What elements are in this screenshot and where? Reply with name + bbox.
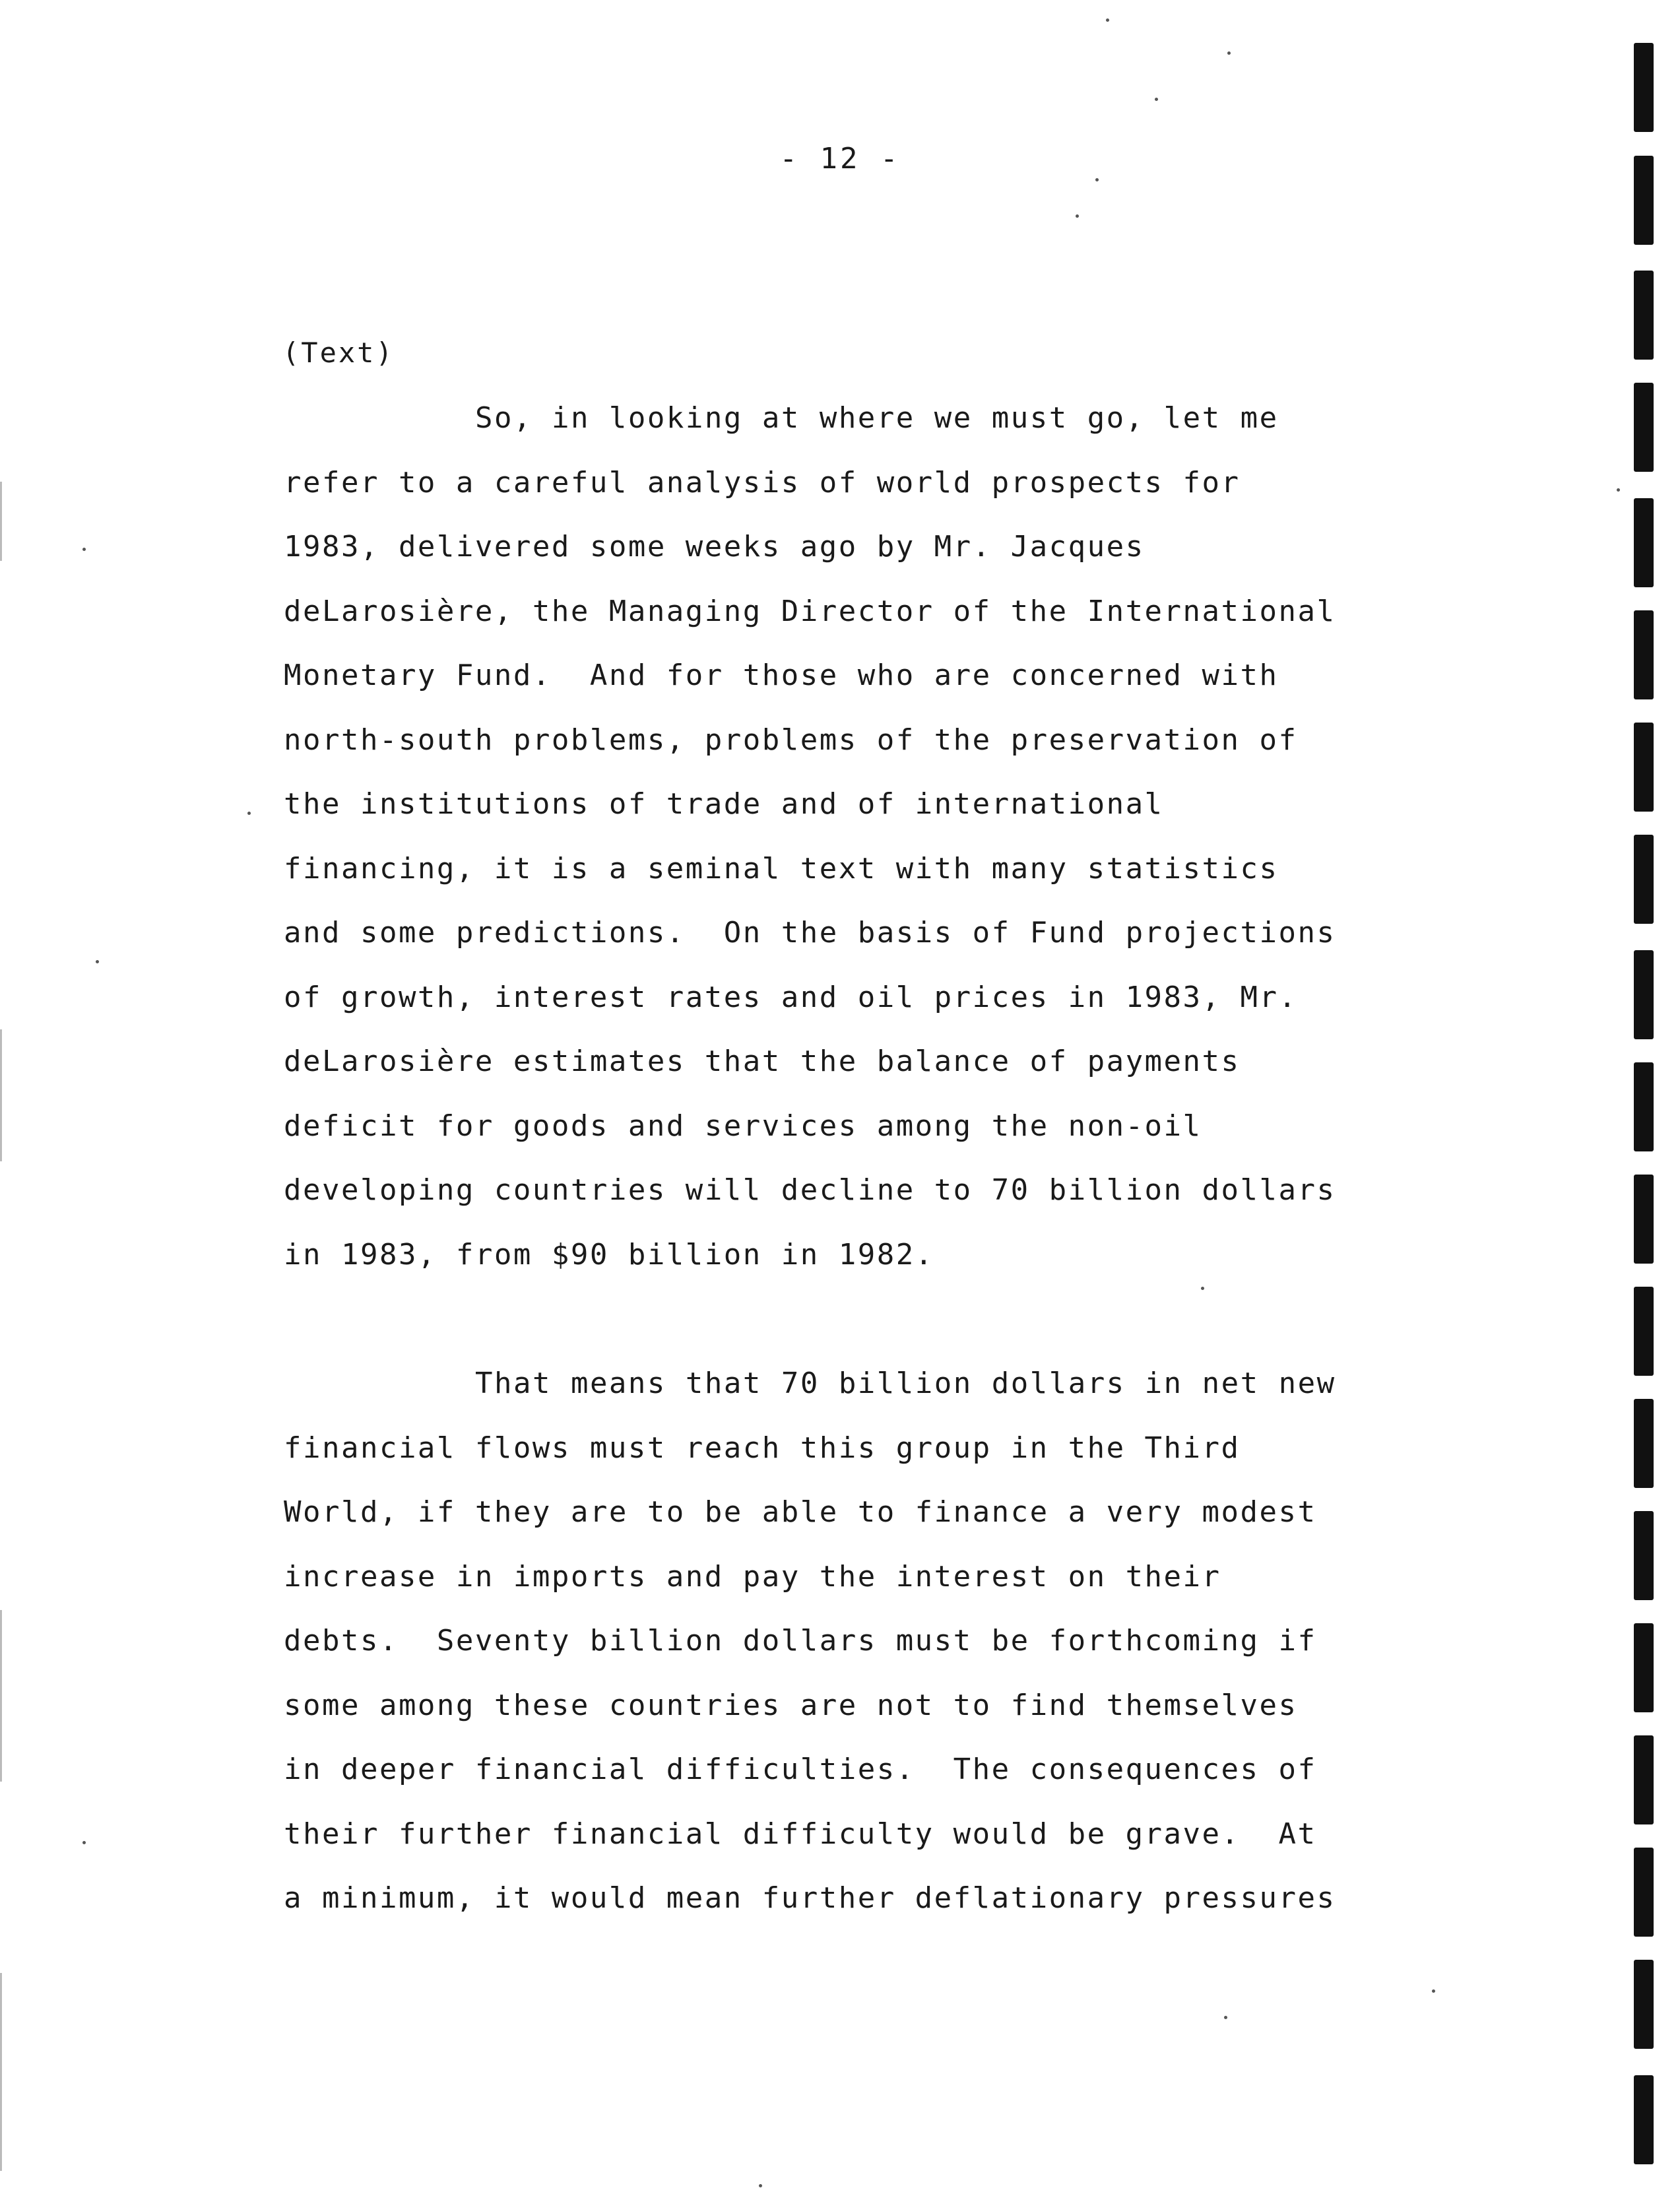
scan-edge-line [0, 1029, 2, 1161]
scan-edge-line [0, 1610, 2, 1782]
binding-mark [1634, 1511, 1654, 1600]
binding-mark [1634, 610, 1654, 699]
text-line: north-south problems, problems of the preservation of [284, 723, 1298, 757]
text-line: debts. Seventy billion dollars must be forthcoming if [284, 1624, 1317, 1658]
scan-speck [1076, 214, 1079, 218]
text-line: financial flows must reach this group in the Third [284, 1431, 1241, 1465]
paragraph [284, 386, 1366, 1287]
paragraph [284, 1351, 1366, 1931]
scan-edge-line [0, 482, 2, 561]
binding-mark [1634, 950, 1654, 1039]
binding-mark [1634, 2075, 1654, 2164]
text-line: deLarosière estimates that the balance of payments [284, 1045, 1241, 1078]
text-line: financing, it is a seminal text with many statistics [284, 851, 1279, 886]
text-line: some among these countries are not to find themselves [284, 1688, 1298, 1722]
binding-mark [1634, 1062, 1654, 1151]
text-line: So, in looking at where we must go, let me [475, 401, 1279, 435]
scan-speck [1155, 98, 1158, 101]
text-line: developing countries will decline to 70 billion dollars [284, 1173, 1336, 1207]
scan-speck [247, 812, 251, 815]
page-number: - 12 - [779, 142, 901, 176]
text-line: That means that 70 billion dollars in net new [475, 1367, 1336, 1400]
binding-mark [1634, 1287, 1654, 1376]
scan-speck [1201, 1287, 1204, 1290]
scan-speck [1617, 488, 1620, 492]
text-line: increase in imports and pay the interest on their [284, 1559, 1221, 1594]
text-line: 1983, delivered some weeks ago by Mr. Jacques [284, 530, 1145, 564]
binding-mark [1634, 1399, 1654, 1488]
binding-mark [1634, 498, 1654, 587]
binding-mark [1634, 1175, 1654, 1264]
text-line: of growth, interest rates and oil prices in 1983, Mr. [284, 980, 1298, 1014]
text-line: Monetary Fund. And for those who are concerned with [284, 659, 1279, 692]
binding-mark [1634, 835, 1654, 924]
text-line: deficit for goods and services among the non-oil [284, 1109, 1202, 1143]
text-line: in deeper financial difficulties. The consequences of [284, 1753, 1317, 1786]
binding-mark [1634, 723, 1654, 812]
scan-speck [1227, 51, 1231, 55]
text-line: their further financial difficulty would be grave. At [284, 1817, 1317, 1851]
binding-mark [1634, 1735, 1654, 1824]
binding-mark [1634, 271, 1654, 360]
text-line: and some predictions. On the basis of Fund projections [284, 916, 1336, 950]
scan-speck [1095, 178, 1099, 181]
text-line: in 1983, from $90 billion in 1982. [284, 1237, 934, 1272]
section-label: (Text) [282, 337, 395, 369]
text-line: deLarosière, the Managing Director of the International [284, 594, 1336, 628]
binding-mark [1634, 383, 1654, 472]
binding-mark [1634, 1960, 1654, 2049]
scan-speck [82, 1841, 86, 1844]
binding-mark [1634, 1623, 1654, 1712]
scan-edge-line [0, 1973, 2, 2171]
scan-speck [82, 548, 86, 551]
text-line: a minimum, it would mean further deflationary pressures [284, 1881, 1336, 1915]
scan-speck [759, 2184, 762, 2187]
text-line: the institutions of trade and of international [284, 787, 1164, 821]
scan-speck [1224, 2016, 1227, 2019]
binding-mark [1634, 1848, 1654, 1937]
scan-speck [1106, 18, 1109, 22]
scan-speck [1432, 1989, 1435, 1993]
scan-speck [96, 960, 99, 963]
text-line: World, if they are to be able to finance a very modest [284, 1495, 1317, 1529]
binding-mark [1634, 43, 1654, 132]
text-line: refer to a careful analysis of world prospects for [284, 465, 1241, 500]
